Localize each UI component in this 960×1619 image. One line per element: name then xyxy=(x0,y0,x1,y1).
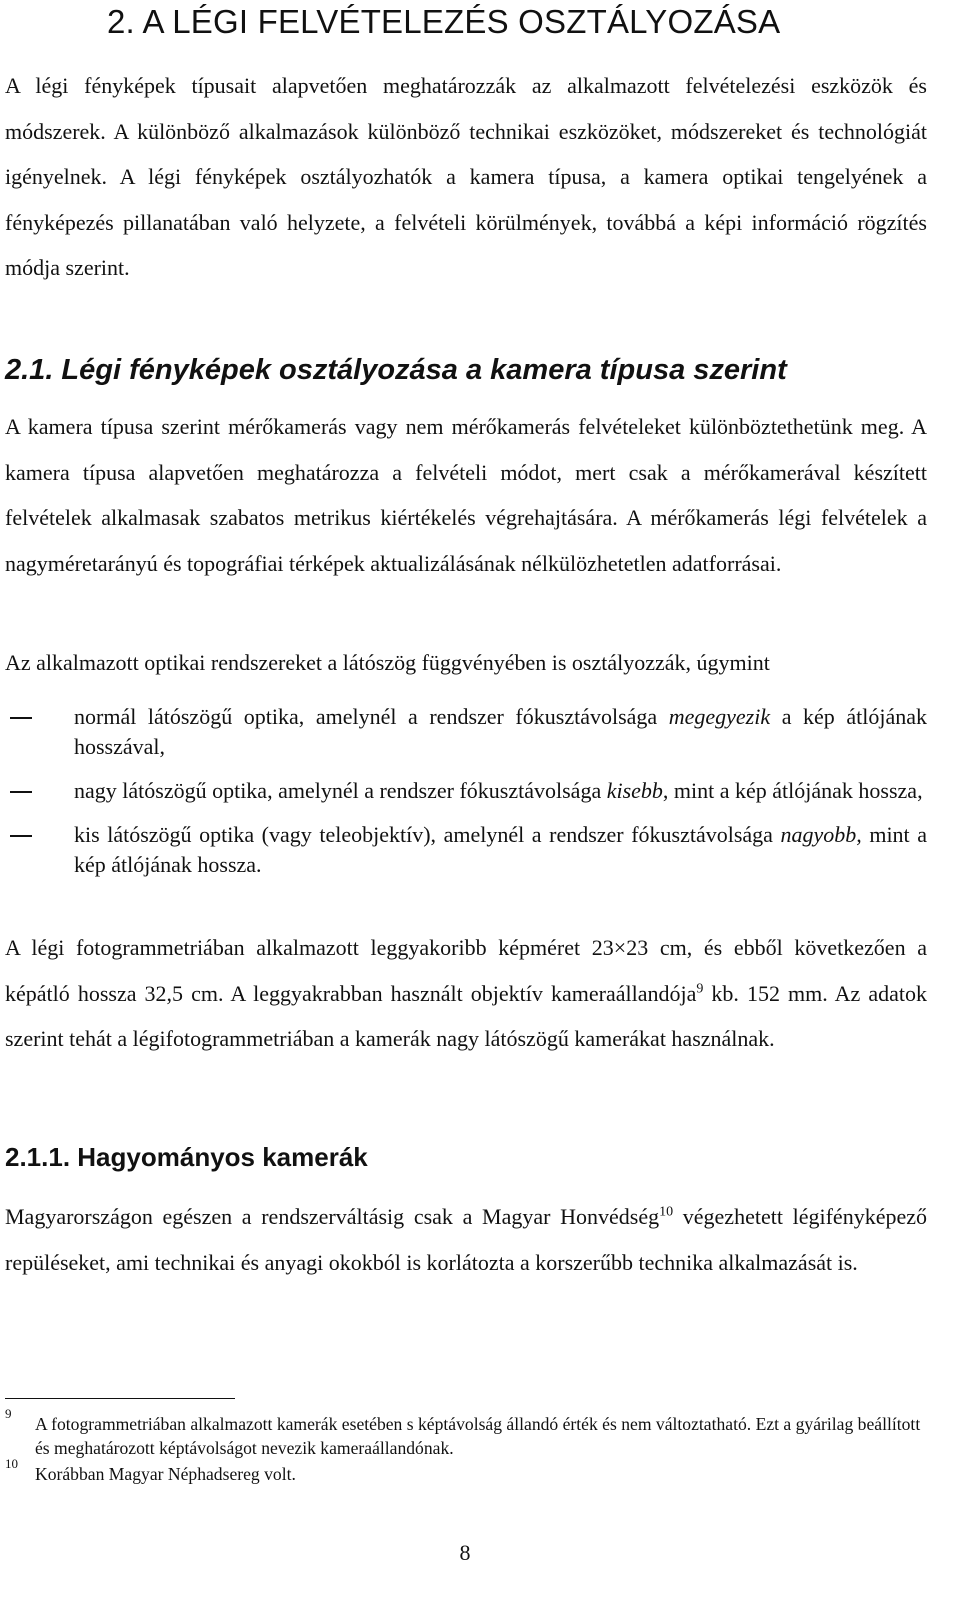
paragraph-text: kb. 152 mm. Az adatok szerint tehát a légifotogrammetriában a kamerák nagy látószögű kamerákat használnak. xyxy=(5,980,927,1051)
footnote-text: A fotogrammetriában alkalmazott kamerák esetében s képtávolság állandó érték és nem változtatható. Ezt a gyárilag beállított és meghatározott képtávolságot nevezik kameraállandónak. xyxy=(35,1414,921,1458)
footnote-number: 9 xyxy=(5,1406,12,1421)
paragraph-text: A légi fotogrammetriában alkalmazott leggyakoribb képméret 23 xyxy=(5,935,614,960)
optics-intro-paragraph: Az alkalmazott optikai rendszereket a látószög függvényében is osztályozzák, úgymint xyxy=(5,650,770,675)
traditional-cameras-paragraph xyxy=(5,1194,927,1285)
chapter-heading: 2. A LÉGI FELVÉTELEZÉS OSZTÁLYOZÁSA xyxy=(107,3,781,40)
dash-bullet-icon xyxy=(10,791,32,793)
paragraph-text: 23 cm, és ebből következően a képátló hossza 32,5 cm. A leggyakrabban használt objektív kameraállandója xyxy=(5,935,927,1006)
footnote-text: Korábban Magyar Néphadsereg volt. xyxy=(35,1464,296,1484)
paragraph-text: Magyarországon egészen a rendszerváltásig csak a Magyar Honvédség xyxy=(5,1204,660,1229)
dash-bullet-icon xyxy=(10,835,32,837)
footnote-number: 10 xyxy=(5,1456,18,1471)
footnote-divider xyxy=(5,1398,235,1399)
times-symbol: × xyxy=(613,935,627,960)
footnote-ref-9[interactable]: 9 xyxy=(696,981,704,997)
intro-paragraph: A légi fényképek típusait alapvetően meghatározzák az alkalmazott felvételezési eszközök és módszerek. A különböző alkalmazások különböző technikai eszközöket, módszereket és technológiát igényelnek. A légi fényképek osztályozhatók a kamera típusa, a kamera optikai tengelyének a fényképezés pillanatában való helyzete, a felvételi körülmények, továbbá a képi információ rögzítés módja szerint. xyxy=(5,73,927,280)
list-item xyxy=(5,702,927,762)
optics-list xyxy=(5,702,927,894)
list-item-emphasis: kisebb xyxy=(606,778,663,803)
list-item xyxy=(5,820,927,880)
list-item xyxy=(5,776,927,806)
list-item-emphasis: megegyezik xyxy=(668,704,771,729)
list-item-text: normál látószögű optika, amelynél a rendszer fókusztávolsága xyxy=(74,704,669,729)
list-item-text: , mint a kép átlójának hossza, xyxy=(662,778,923,803)
section-heading-2-1: 2.1. Légi fényképek osztályozása a kamera típusa szerint xyxy=(5,354,787,386)
subsection-heading-2-1-1: 2.1.1. Hagyományos kamerák xyxy=(5,1142,368,1172)
list-item-text: nagy látószögű optika, amelynél a rendszer fókusztávolsága xyxy=(74,778,607,803)
image-size-paragraph xyxy=(5,925,927,1062)
page-number: 8 xyxy=(459,1540,471,1565)
camera-type-paragraph: A kamera típusa szerint mérőkamerás vagy nem mérőkamerás felvételeket különböztethetünk meg. A kamera típusa alapvetően meghatározza a felvételi módot, mert csak a mérőkamerával készített felvételek alkalmasak szabatos metrikus kiértékelés végrehajtására. A mérőkamerás légi felvételek a nagyméretarányú és topográfiai térképek aktualizálásának nélkülözhetetlen adatforrásai. xyxy=(5,414,927,576)
paragraph-text: végezhetett légifényképező repüléseket, ami technikai és anyagi okokból is korlátozta a korszerűbb technika alkalmazását is. xyxy=(5,1204,927,1275)
list-item-text: a kép átlójának hosszával, xyxy=(74,704,927,759)
footnote-ref-10[interactable]: 10 xyxy=(659,1204,674,1220)
footnote-10 xyxy=(5,1456,935,1486)
footnote-9 xyxy=(5,1406,935,1460)
list-item-emphasis: nagyobb, xyxy=(780,822,862,847)
dash-bullet-icon xyxy=(10,717,32,719)
list-item-text: kis látószögű optika (vagy teleobjektív), amelynél a rendszer fókusztávolsága xyxy=(74,822,781,847)
footnotes xyxy=(5,1406,935,1486)
list-item-text: mint a kép átlójának hossza. xyxy=(74,822,928,877)
